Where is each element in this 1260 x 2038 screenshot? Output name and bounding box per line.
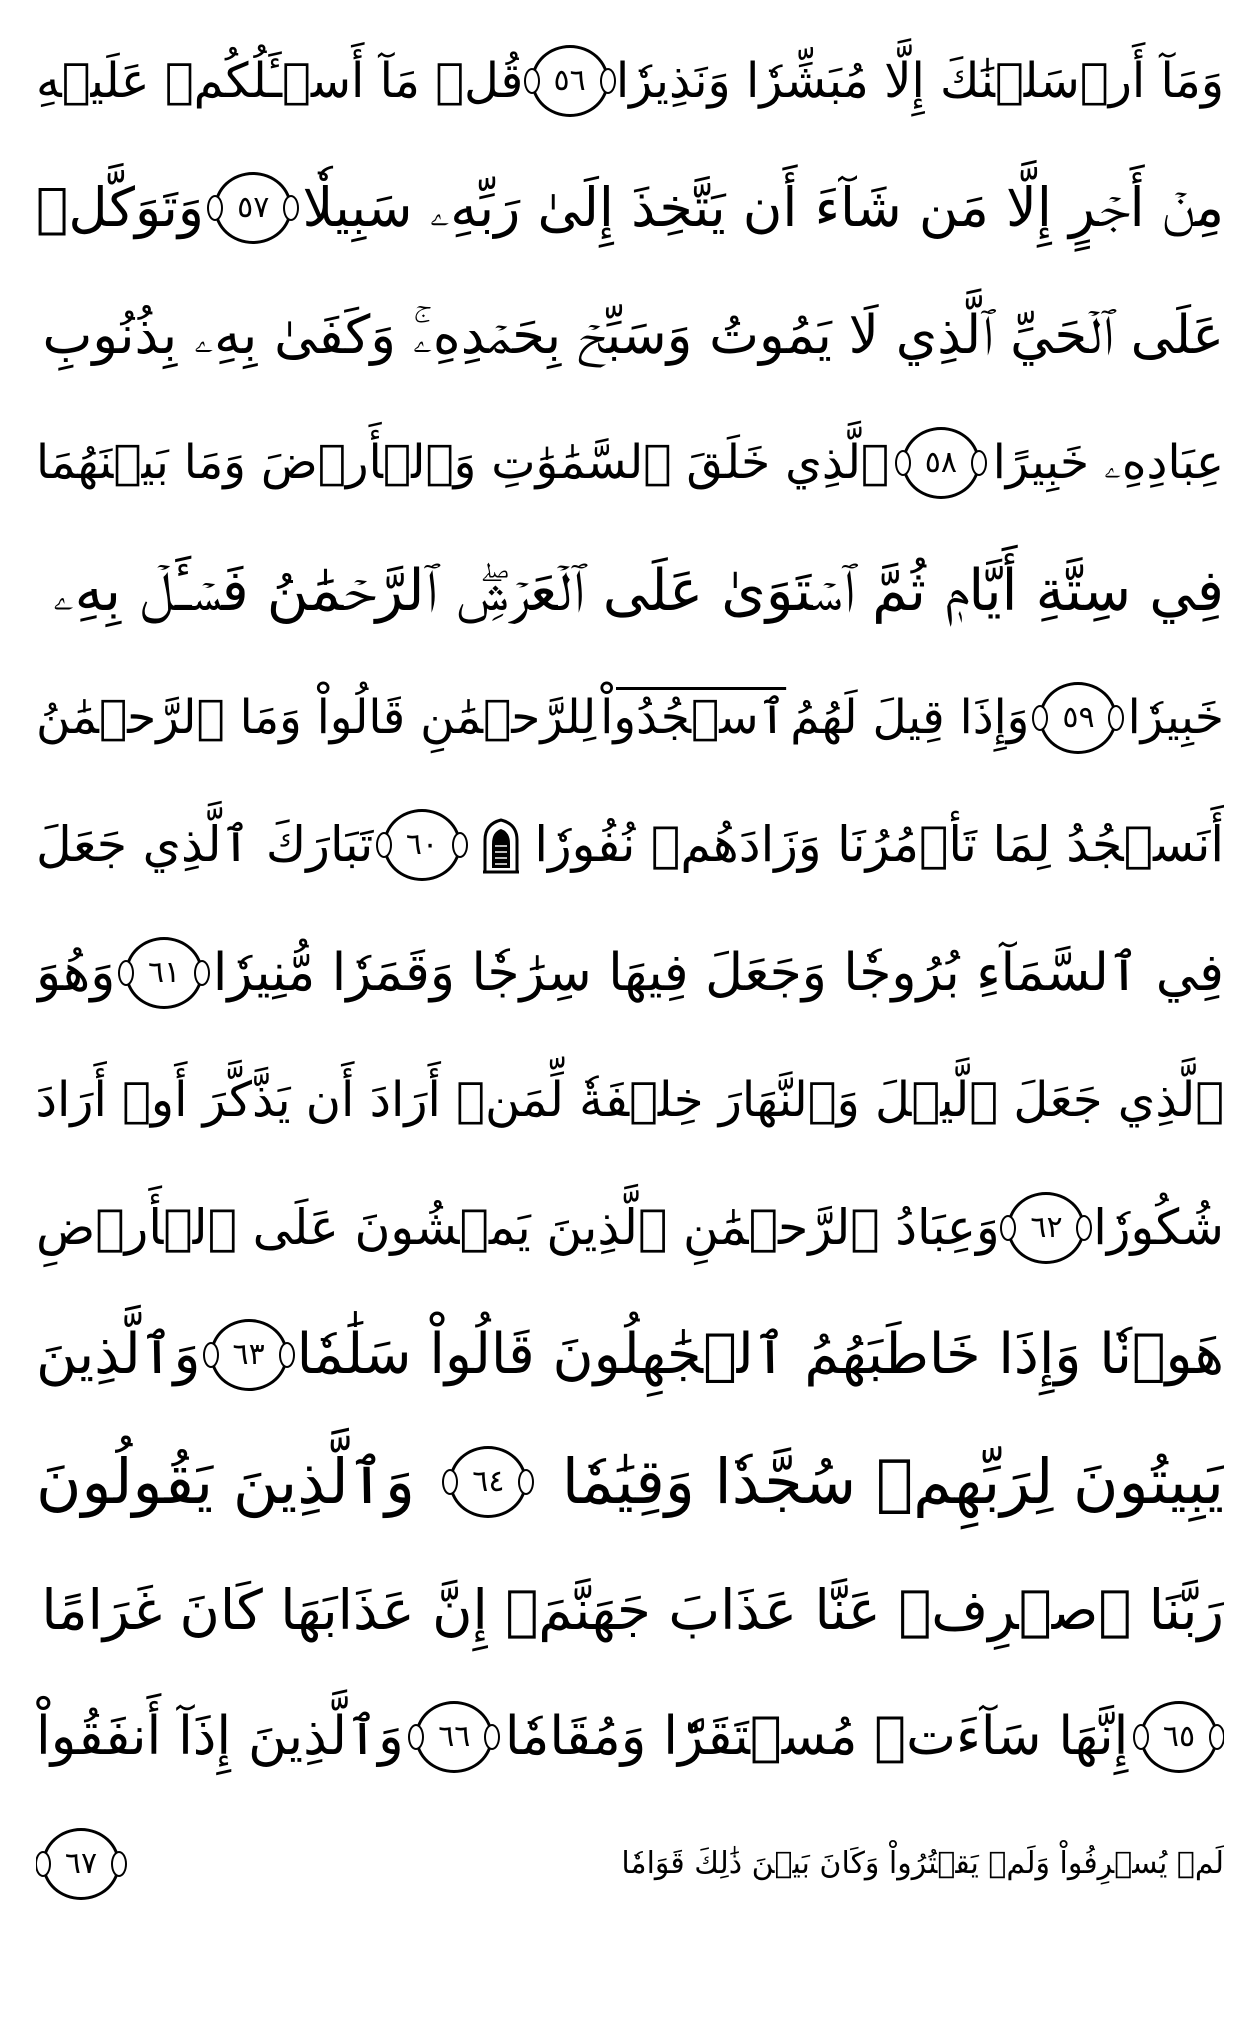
verse-text: عِبَادِهِۦ خَبِيرًا: [992, 435, 1224, 491]
verse-text: ٱلَّذِي خَلَقَ ٱلسَّمَٰوَٰتِ وَٱلۡأَرۡضَ وَمَا بَيۡنَهُمَا: [36, 435, 890, 491]
verse-text: فِي ٱلسَّمَآءِ بُرُوجٗا وَجَعَلَ فِيهَا سِرَٰجٗا وَقَمَرٗا مُّنِيرٗا: [212, 942, 1224, 1003]
ayah-number-marker: ٥٦: [531, 45, 609, 117]
verse-text: ٱلَّذِي جَعَلَ ٱلَّيۡلَ وَٱلنَّهَارَ خِلۡفَةٗ لِّمَنۡ أَرَادَ أَن يَذَّكَّرَ أَوۡ أَرَادَ: [36, 1072, 1224, 1129]
ayah-number-marker: ٦٣: [210, 1319, 288, 1391]
text-line: [36, 655, 1224, 781]
verse-text: شُكُورٗا: [1093, 1198, 1224, 1256]
verse-text: يَبِيتُونَ لِرَبِّهِمۡ سُجَّدٗا وَقِيَٰمٗا: [561, 1445, 1224, 1519]
text-line: [36, 1674, 1224, 1800]
verse-text: لَمۡ يُسۡرِفُواْ وَلَمۡ يَقۡتُرُواْ وَكَانَ بَيۡنَ ذَٰلِكَ قَوَامٗا: [621, 1846, 1224, 1882]
verse-text: أَنَسۡجُدُ لِمَا تَأۡمُرُنَا وَزَادَهُمۡ نُفُورٗا: [534, 816, 1224, 874]
text-line: [36, 273, 1224, 399]
verse-text: وَهُوَ: [36, 942, 116, 1003]
text-line: [36, 1419, 1224, 1545]
ayah-number-marker: ٦٦: [415, 1701, 493, 1773]
verse-text: تَبَارَكَ ٱلَّذِي جَعَلَ: [36, 816, 374, 874]
verse-text: مِنۡ أَجۡرٍ إِلَّا مَن شَآءَ أَن يَتَّخِذَ إِلَىٰ رَبِّهِۦ سَبِيلٗا: [302, 176, 1224, 240]
ayah-number-marker: ٦١: [125, 937, 203, 1009]
verse-text: قُلۡ مَآ أَسۡـَٔلُكُمۡ عَلَيۡهِ: [36, 53, 524, 109]
verse-text: وَتَوَكَّلۡ: [36, 176, 205, 240]
verse-text: رَبَّنَا ٱصۡرِفۡ عَنَّا عَذَابَ جَهَنَّمَۖ إِنَّ عَذَابَهَا كَانَ غَرَامًا: [41, 1577, 1224, 1642]
ayah-number-marker: ٦٠: [383, 809, 461, 881]
verse-text: وَٱلَّذِينَ يَقُولُونَ: [36, 1445, 415, 1519]
verse-text: فِي سِتَّةِ أَيَّامٖ ثُمَّ ٱسۡتَوَىٰ عَلَى ٱلۡعَرۡشِۖ ٱلرَّحۡمَٰنُ فَسۡـَٔلۡ بِهِۦ: [52, 557, 1224, 624]
ayah-number-marker: ٦٤: [449, 1446, 527, 1518]
ayah-number-marker: ٥٩: [1039, 682, 1117, 754]
verse-text: وَمَآ أَرۡسَلۡنَٰكَ إِلَّا مُبَشِّرٗا وَنَذِيرٗا: [615, 53, 1224, 109]
text-line: [36, 1037, 1224, 1163]
text-line: [36, 1801, 1224, 1927]
text-line: [36, 18, 1224, 144]
text-line: [36, 528, 1224, 654]
text-line: [36, 910, 1224, 1036]
verse-text: وَعِبَادُ ٱلرَّحۡمَٰنِ ٱلَّذِينَ يَمۡشُونَ عَلَى ٱلۡأَرۡضِ: [36, 1198, 1000, 1256]
verse-text: هَوۡنٗا وَإِذَا خَاطَبَهُمُ ٱلۡجَٰهِلُونَ قَالُواْ سَلَٰمٗا: [296, 1321, 1224, 1387]
text-line: [36, 145, 1224, 271]
text-line: [36, 1292, 1224, 1418]
verse-text: لِلرَّحۡمَٰنِ قَالُواْ وَمَا ٱلرَّحۡمَٰنُ: [36, 689, 597, 745]
ayah-number-marker: ٦٥: [1140, 1701, 1218, 1773]
sajda-mihrab-icon: [479, 816, 523, 874]
text-line: [36, 1547, 1224, 1673]
verse-text: وَٱلَّذِينَ إِذَآ أَنفَقُواْ: [36, 1706, 404, 1768]
verse-text: إِنَّهَا سَآءَتۡ مُسۡتَقَرّٗا وَمُقَامٗا: [504, 1706, 1129, 1768]
ayah-number-marker: ٥٨: [902, 427, 980, 499]
text-line: [36, 400, 1224, 526]
verse-text: عَلَى ٱلۡحَيِّ ٱلَّذِي لَا يَمُوتُ وَسَبِّحۡ بِحَمۡدِهِۦۚ وَكَفَىٰ بِهِۦ بِذُنُوبِ: [42, 304, 1224, 366]
text-line: [36, 782, 1224, 908]
text-line: [36, 1165, 1224, 1291]
verse-text: خَبِيرٗا: [1127, 689, 1224, 745]
verse-text: ٱسۡجُدُواْ: [600, 689, 787, 745]
verse-text: وَإِذَا قِيلَ لَهُمُ: [790, 689, 1030, 745]
ayah-number-marker: ٦٢: [1007, 1192, 1085, 1264]
ayah-number-marker: ٦٧: [42, 1828, 120, 1900]
ayah-number-marker: ٥٧: [214, 172, 292, 244]
verse-text: وَٱلَّذِينَ: [36, 1321, 201, 1387]
